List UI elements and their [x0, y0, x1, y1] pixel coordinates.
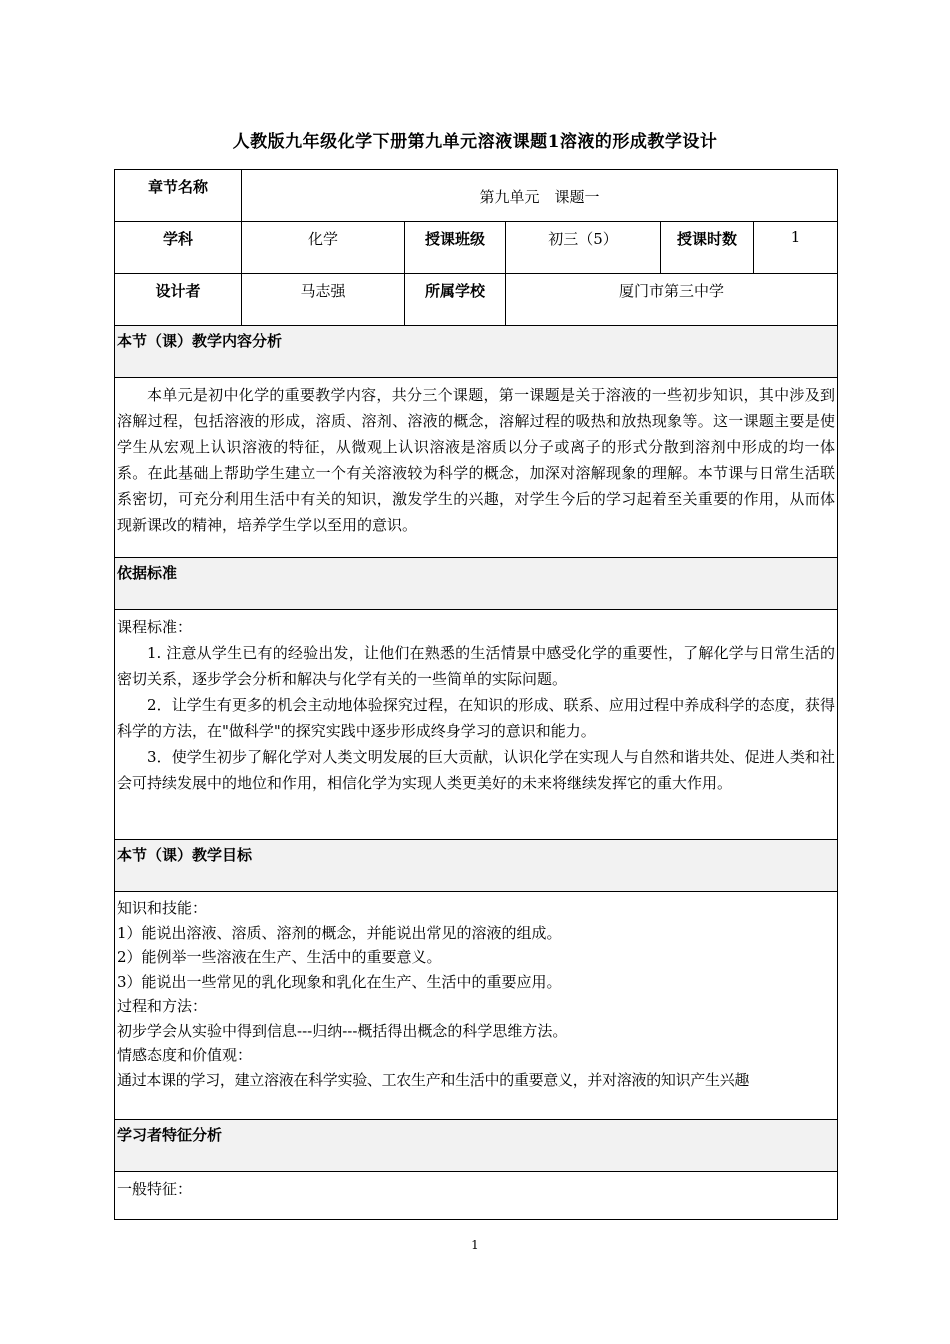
school-label: 所属学校	[405, 274, 506, 326]
standard-item: 2．让学生有更多的机会主动地体验探究过程，在知识的形成、联系、应用过程中养成科学的态度，获得科学的方法，在"做科学"的探究实践中逐步形成终身学习的意识和能力。	[117, 696, 835, 740]
standards-intro: 课程标准：	[117, 618, 193, 636]
objective-line: 3）能说出一些常见的乳化现象和乳化在生产、生活中的重要应用。	[117, 972, 562, 991]
objectives-heading: 本节（课）教学目标	[115, 840, 838, 892]
objective-line: 过程和方法：	[117, 997, 208, 1015]
learner-heading: 学习者特征分析	[115, 1120, 838, 1172]
objective-line: 情感态度和价值观：	[117, 1046, 253, 1064]
subject-value: 化学	[242, 222, 405, 274]
subject-row	[115, 222, 838, 274]
objectives-body	[115, 892, 838, 1120]
hours-label: 授课时数	[661, 222, 754, 274]
class-value: 初三（5）	[506, 222, 661, 274]
standards-heading: 依据标准	[115, 558, 838, 610]
lesson-plan-table	[114, 169, 838, 1220]
objectives-body-row	[115, 892, 838, 1120]
standards-heading-row	[115, 558, 838, 610]
objective-line: 初步学会从实验中得到信息---归纳---概括得出概念的科学思维方法。	[117, 1021, 568, 1040]
objective-line: 2）能例举一些溶液在生产、生活中的重要意义。	[117, 948, 442, 966]
learner-body	[115, 1172, 838, 1220]
content-analysis-body	[115, 378, 838, 558]
designer-label: 设计者	[115, 274, 242, 326]
content-analysis-heading: 本节（课）教学内容分析	[115, 326, 838, 378]
standard-item: 1. 注意从学生已有的经验出发，让他们在熟悉的生活情景中感受化学的重要性，了解化学与日常生活的密切关系，逐步学会分析和解决与化学有关的一些简单的实际问题。	[117, 644, 835, 688]
standards-body-row	[115, 610, 838, 840]
learner-text: 一般特征：	[117, 1180, 193, 1198]
chapter-row	[115, 170, 838, 222]
designer-value: 马志强	[242, 274, 405, 326]
chapter-label: 章节名称	[115, 170, 242, 222]
school-value: 厦门市第三中学	[506, 274, 838, 326]
objective-line: 1）能说出溶液、溶质、溶剂的概念，并能说出常见的溶液的组成。	[117, 923, 562, 942]
learner-heading-row	[115, 1120, 838, 1172]
content-analysis-text: 本单元是初中化学的重要教学内容，共分三个课题，第一课题是关于溶液的一些初步知识，其中涉及到溶解过程，包括溶液的形成，溶质、溶剂、溶液的概念，溶解过程的吸热和放热现象等。这一课题主要是使学生从宏观上认识溶液的特征，从微观上认识溶液是溶质以分子或离子的形式分散到溶剂中形成的均一体系。在此基础上帮助学生建立一个有关溶液较为科学的概念，加深对溶解现象的理解。本节课与日常生活联系密切，可充分利用生活中有关的知识，激发学生的兴趣，对学生今后的学习起着至关重要的作用，从而体现新课改的精神，培养学生学以至用的意识。	[117, 386, 835, 534]
page-number: 1	[471, 1238, 479, 1252]
hours-value: 1	[754, 222, 838, 274]
objective-line: 通过本课的学习，建立溶液在科学实验、工农生产和生活中的重要意义，并对溶液的知识产生兴趣	[117, 1070, 750, 1089]
objective-line: 知识和技能：	[117, 899, 208, 917]
document-title: 人教版九年级化学下册第九单元溶液课题1溶液的形成教学设计	[232, 132, 718, 152]
class-label: 授课班级	[405, 222, 506, 274]
content-analysis-body-row	[115, 378, 838, 558]
designer-row	[115, 274, 838, 326]
standards-body	[115, 610, 838, 840]
learner-body-row	[115, 1172, 838, 1220]
standard-item: 3．使学生初步了解化学对人类文明发展的巨大贡献，认识化学在实现人与自然和谐共处、促进人类和社会可持续发展中的地位和作用，相信化学为实现人类更美好的未来将继续发挥它的重大作用。	[117, 748, 835, 792]
objectives-heading-row	[115, 840, 838, 892]
content-analysis-heading-row	[115, 326, 838, 378]
subject-label: 学科	[115, 222, 242, 274]
chapter-value: 第九单元 课题一	[242, 170, 838, 222]
